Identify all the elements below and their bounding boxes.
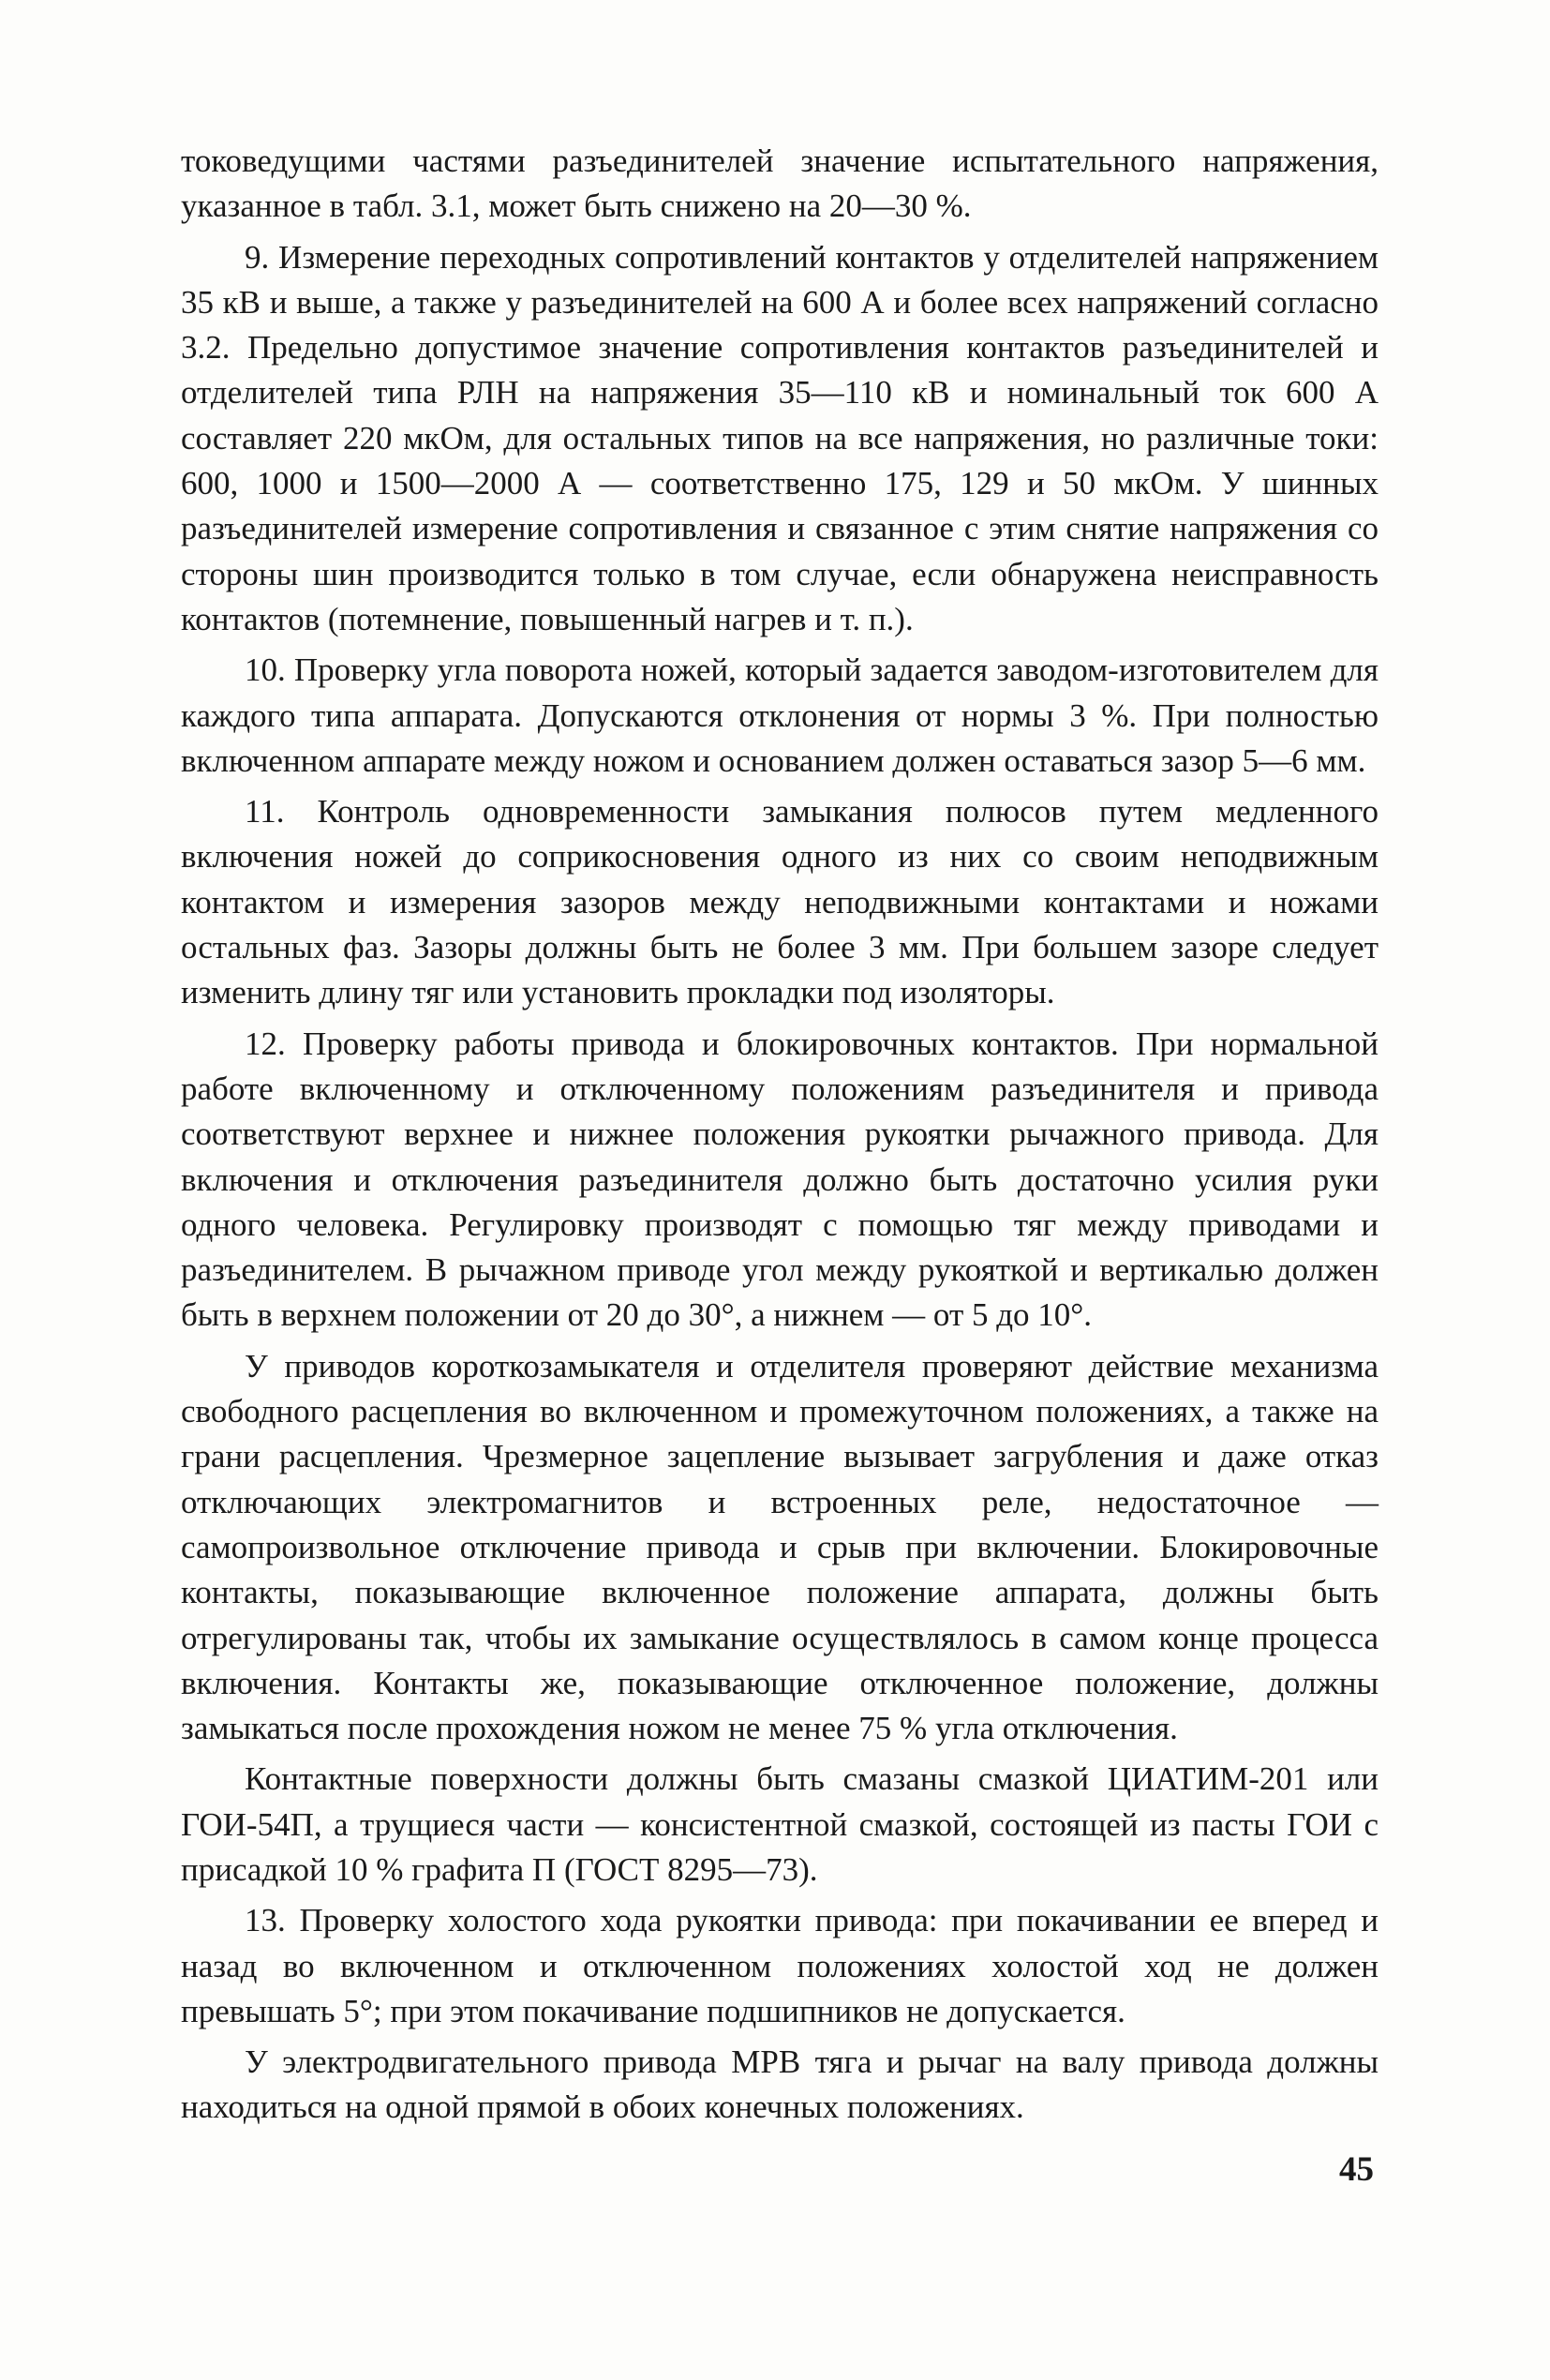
- paragraph-item-13: 13. Проверку холостого хода рукоятки привода: при покачивании ее вперед и назад во включенном и отключенном положениях холостой ход не должен превышать 5°; при этом покачивание подшипников не допускается.: [181, 1902, 1379, 2029]
- paragraph-item-11: 11. Контроль одновременности замыкания полюсов путем медленного включения ножей до соприкосновения одного из них со своим неподвижным контактом и измерения зазоров между неподвижными контактами и ножами остальных фаз. Зазоры должны быть не более 3 мм. При большем зазоре следует изменить длину тяг или установить прокладки под изоляторы.: [181, 793, 1379, 1011]
- paragraph-item-13-mrv: У электродвигательного привода МРВ тяга и рычаг на валу привода должны находиться на одной прямой в обоих конечных положениях.: [181, 2043, 1379, 2126]
- paragraph-item-12-drives: У приводов короткозамыкателя и отделителя проверяют действие механизма свободного расцепления во включенном и промежуточном положениях, а также на грани расцепления. Чрезмерное зацепление вызывает загрубления и даже отказ отключающих электромагнитов и встроенных реле, недостаточное — самопроизвольное отключение привода и срыв при включении. Блокировочные контакты, показывающие включенное положение аппарата, должны быть отрегулированы так, чтобы их замыкание осуществлялось в самом конце процесса включения. Контакты же, показывающие отключенное положение, должны замыкаться после прохождения ножом не менее 75 % угла отключения.: [181, 1347, 1379, 1747]
- paragraph-item-12-lubrication: Контактные поверхности должны быть смазаны смазкой ЦИАТИМ-201 или ГОИ-54П, а трущиеся части — консистентной смазкой, состоящей из пасты ГОИ с присадкой 10 % графита П (ГОСТ 8295—73).: [181, 1760, 1379, 1888]
- page-number: 45: [1339, 2150, 1374, 2189]
- body-text: [181, 139, 1379, 2136]
- paragraph-item-10: 10. Проверку угла поворота ножей, который задается заводом-изготовителем для каждого типа аппарата. Допускаются отклонения от нормы 3 %. При полностью включенном аппарате между ножом и основанием должен оставаться зазор 5—6 мм.: [181, 651, 1379, 779]
- paragraph-item-9: 9. Измерение переходных сопротивлений контактов у отделителей напряжением 35 кВ и выше, а также у разъединителей на 600 А и более всех напряжений согласно 3.2. Предельно допустимое значение сопротивления контактов разъединителей и отделителей типа РЛН на напряжения 35—110 кВ и номинальный ток 600 А составляет 220 мкОм, для остальных типов на все напряжения, но различные токи: 600, 1000 и 1500—2000 А — соответственно 175, 129 и 50 мкОм. У шинных разъединителей измерение сопротивления и связанное с этим снятие напряжения со стороны шин производится только в том случае, если обнаружена неисправность контактов (потемнение, повышенный нагрев и т. п.).: [181, 238, 1379, 637]
- paragraph-continuation: токоведущими частями разъединителей значение испытательного напряжения, указанное в табл. 3.1, может быть снижено на 20—30 %.: [181, 142, 1379, 225]
- paragraph-item-12: 12. Проверку работы привода и блокировочных контактов. При нормальной работе включенному и отключенному положениям разъединителя и привода соответствуют верхнее и нижнее положения рукоятки рычажного привода. Для включения и отключения разъединителя должно быть достаточно усилия руки одного человека. Регулировку производят с помощью тяг между приводами и разъединителем. В рычажном приводе угол между рукояткой и вертикалью должен быть в верхнем положении от 20 до 30°, а нижнем — от 5 до 10°.: [181, 1025, 1379, 1334]
